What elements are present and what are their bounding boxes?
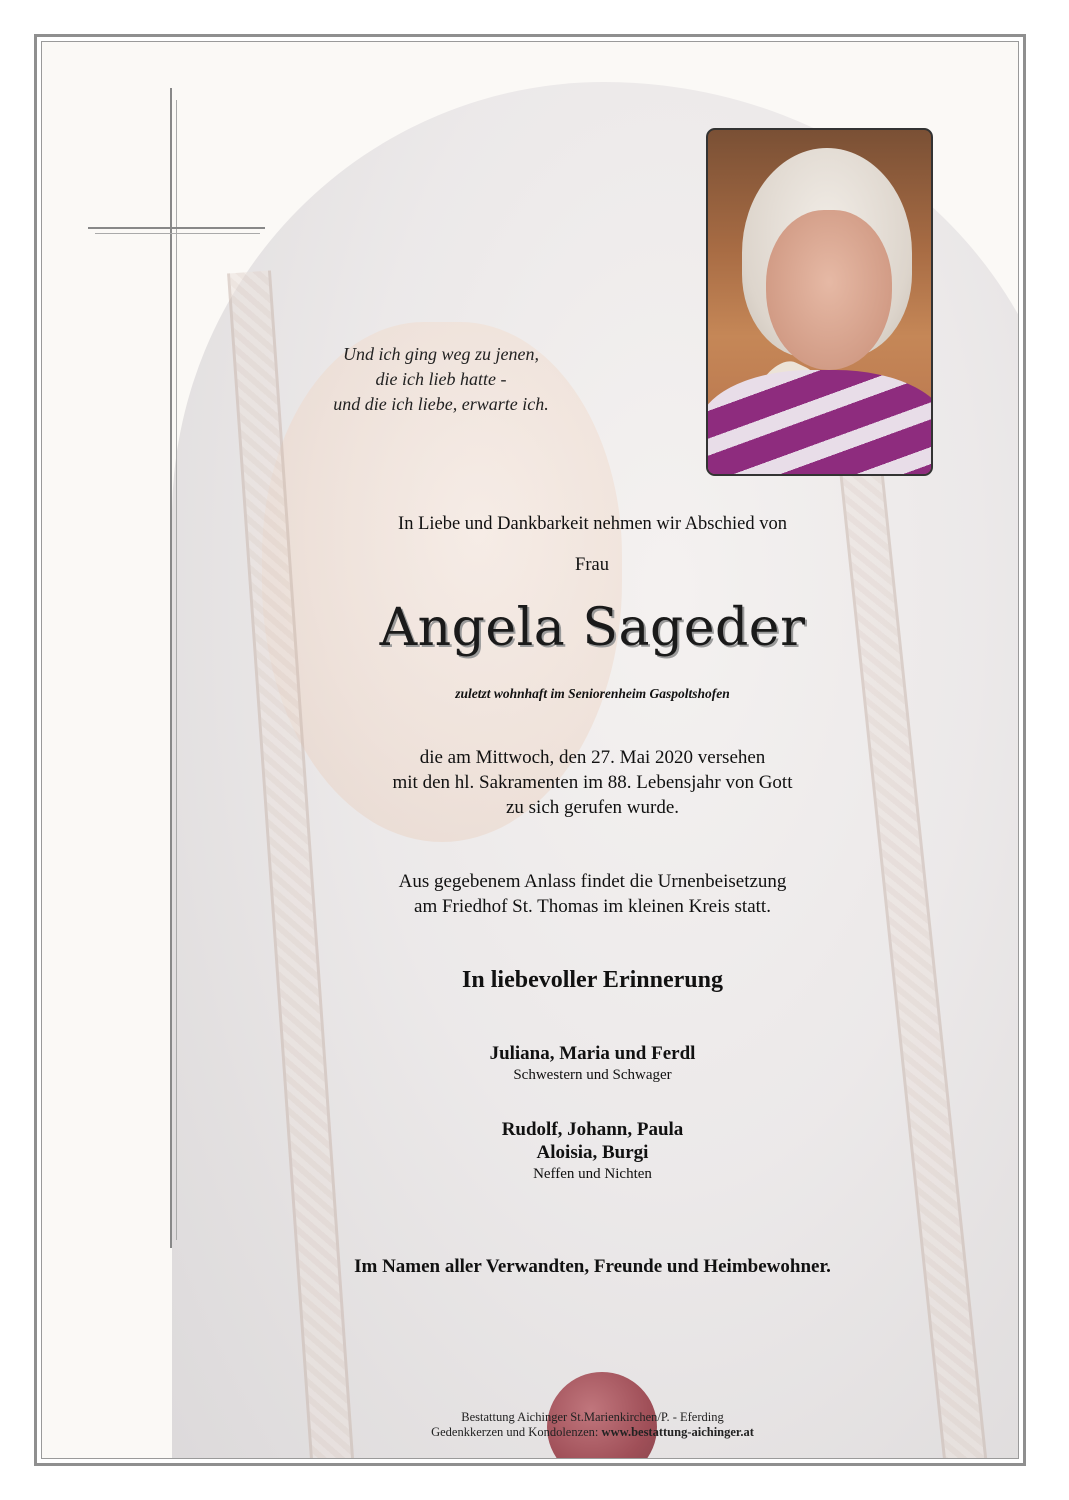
memorial-quote <box>296 342 586 417</box>
death-notice-line: zu sich gerufen wurde. <box>505 797 680 818</box>
quote-line: und die ich liebe, erwarte ich. <box>333 394 549 414</box>
quote-line: Und ich ging weg zu jenen, <box>343 344 539 364</box>
death-notice-line: mit den hl. Sakramenten im 88. Lebensjahr von Gott <box>392 772 793 793</box>
mourner-group <box>330 1042 855 1085</box>
mourner-names: Juliana, Maria und Ferdl <box>489 1043 696 1064</box>
residence-note: zuletzt wohnhaft im Seniorenheim Gaspoltshofen <box>455 686 730 701</box>
mourner-group <box>330 1118 855 1184</box>
mourner-names: Rudolf, Johann, Paula <box>501 1119 684 1140</box>
quote-line: die ich lieb hatte - <box>375 369 507 389</box>
portrait-photo <box>706 128 933 476</box>
burial-notice <box>330 869 855 919</box>
footer <box>330 1410 855 1440</box>
condolence-label: Gedenkkerzen und Kondolenzen: <box>431 1425 599 1439</box>
condolence-line <box>330 1425 855 1440</box>
mourner-relation: Schwestern und Schwager <box>513 1067 672 1083</box>
website-link[interactable]: www.bestattung-aichinger.at <box>601 1425 754 1439</box>
burial-notice-line: am Friedhof St. Thomas im kleinen Kreis statt. <box>414 896 771 917</box>
funeral-home-line: Bestattung Aichinger St.Marienkirchen/P. - Eferding <box>461 1410 724 1424</box>
mourner-names: Aloisia, Burgi <box>536 1142 649 1163</box>
memory-heading: In liebevoller Erinnerung <box>462 967 723 993</box>
farewell-intro: In Liebe und Dankbarkeit nehmen wir Abschied von <box>398 514 787 534</box>
mourner-relation: Neffen und Nichten <box>533 1166 652 1182</box>
deceased-title: Frau <box>575 555 609 575</box>
death-notice-line: die am Mittwoch, den 27. Mai 2020 versehen <box>419 747 766 768</box>
deceased-name: Angela Sageder <box>379 598 806 658</box>
burial-notice-line: Aus gegebenem Anlass findet die Urnenbeisetzung <box>398 871 787 892</box>
closing-line: Im Namen aller Verwandten, Freunde und Heimbewohner. <box>354 1256 831 1277</box>
death-notice <box>330 745 855 820</box>
